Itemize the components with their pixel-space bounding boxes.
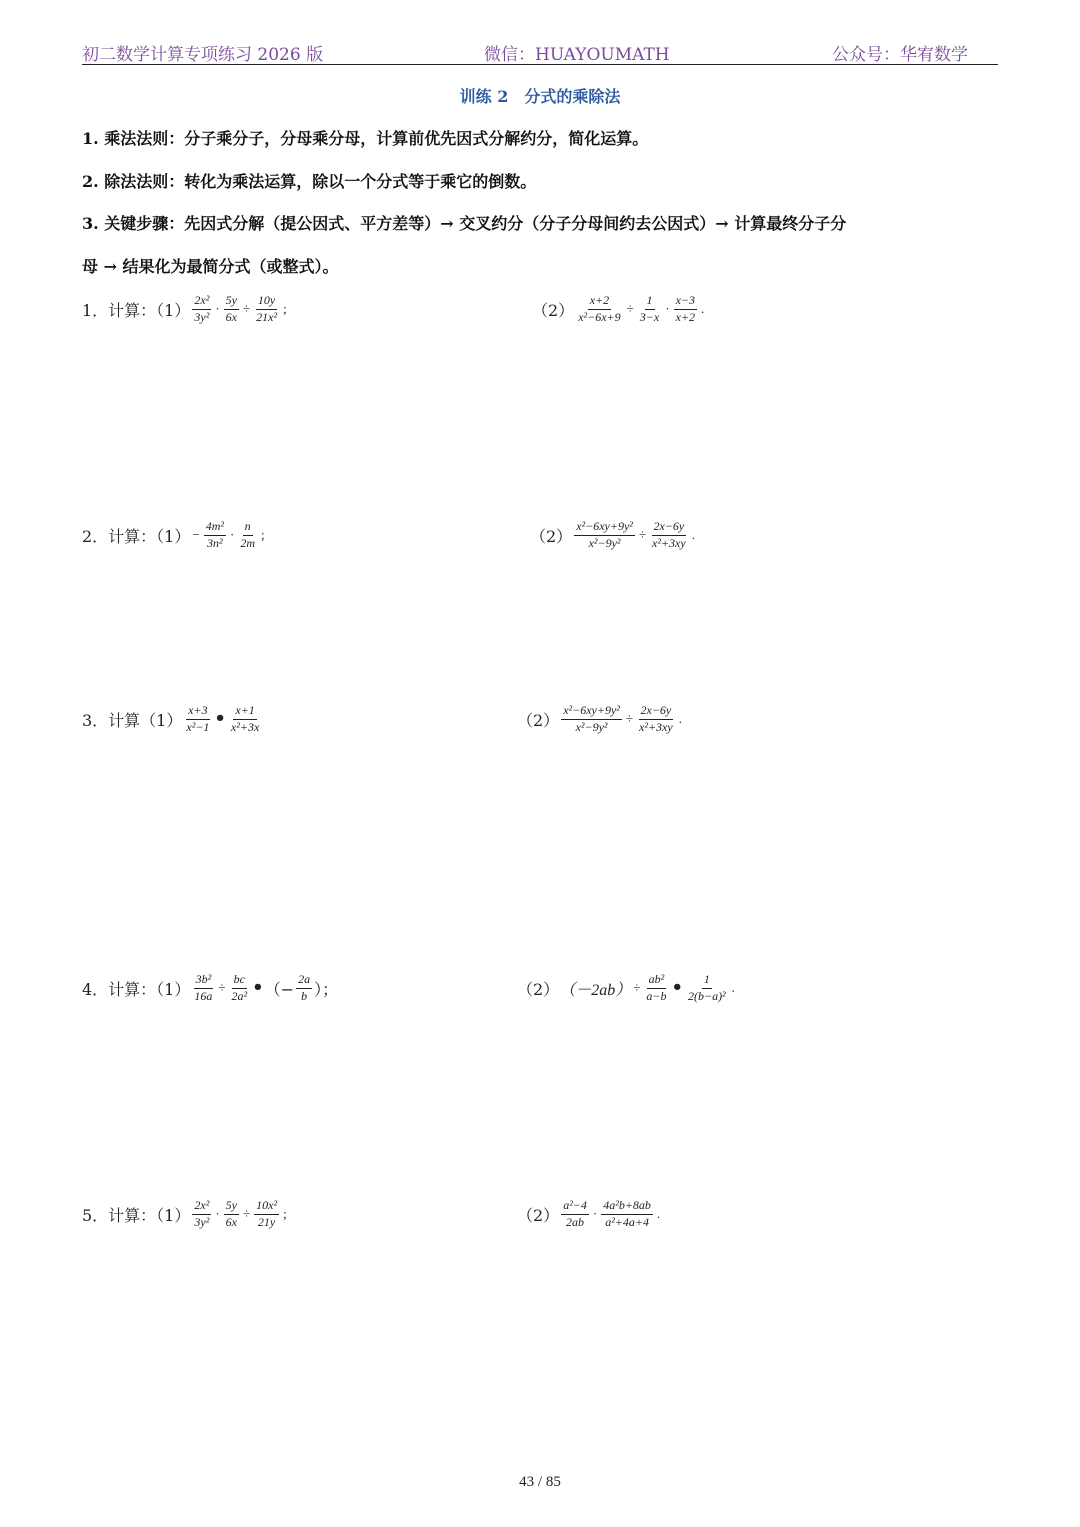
fraction: $\frac{bc}{\text{2a²}}$ <box>231 972 248 1003</box>
terminator: . <box>678 711 682 727</box>
problem-label: （2） <box>517 710 560 730</box>
fraction: $\frac{1}{\text{2(b−a)²}}$ <box>687 972 726 1003</box>
factor-term: （－2ab） <box>559 981 632 999</box>
problem-5-part-2 <box>517 1199 662 1230</box>
rule-division: 2. 除法法则：转化为乘法运算，除以一个分式等于乘它的倒数。 <box>82 172 537 191</box>
operator: ÷ <box>625 711 634 727</box>
operator: · <box>592 1206 598 1222</box>
problem-label: 5．计算：（1） <box>82 1205 191 1225</box>
problem-5-part-1 <box>82 1199 289 1230</box>
fraction: $\frac{\text{a²−4}}{2ab}$ <box>563 1198 587 1229</box>
fraction: $\frac{\text{4m²}}{\text{3n²}}$ <box>205 519 224 550</box>
minus-sign: − <box>192 527 200 543</box>
rule-multiplication: 1. 乘法法则：分子乘分子，分母乘分母，计算前优先因式分解约分，简化运算。 <box>82 129 649 148</box>
fraction: $\frac{\text{x²−6xy+9y²}}{\text{x²−9y²}}$ <box>576 519 633 550</box>
multiply-dot: • <box>671 977 683 999</box>
fraction: $\frac{2a}{b}$ <box>298 972 311 1003</box>
terminator: . <box>731 980 735 996</box>
operator: ÷ <box>633 980 641 996</box>
section-title: 训练 2 分式的乘除法 <box>459 87 621 106</box>
problem-2-part-2 <box>530 520 697 551</box>
operator: ÷ <box>626 301 634 317</box>
operator: · <box>215 301 220 317</box>
operator: · <box>229 527 235 543</box>
operator: ÷ <box>218 980 226 996</box>
fraction: $\frac{\text{ab²}}{a-b}$ <box>646 972 667 1003</box>
header-center: 微信：HUAYOUMATH <box>484 45 670 65</box>
problem-label: （2） <box>517 979 560 999</box>
fraction: $\frac{x+2}{\text{x²−6x+9}}$ <box>578 293 621 324</box>
problem-label: 4．计算：（1） <box>82 979 191 999</box>
operator: ÷ <box>242 1206 251 1222</box>
problem-3-part-1 <box>82 704 263 735</box>
multiply-dot: • <box>252 977 264 999</box>
terminator: . <box>691 527 695 543</box>
problem-label: （2） <box>517 1205 560 1225</box>
multiply-dot: • <box>214 708 226 730</box>
problem-label: 2．计算：（1） <box>82 526 191 546</box>
operator: · <box>665 301 670 317</box>
paren-open: （− <box>264 979 295 999</box>
problem-3-part-2 <box>517 704 684 735</box>
fraction: $\frac{x+1}{\text{x²+3x}}$ <box>230 703 260 734</box>
problem-1-part-2 <box>532 294 706 325</box>
fraction: $\frac{x-3}{x+2}$ <box>675 293 695 324</box>
header-divider <box>82 64 998 65</box>
fraction: $\frac{\text{3b²}}{16a}$ <box>194 972 213 1003</box>
problem-1-part-1 <box>82 294 289 325</box>
operator: · <box>215 1206 220 1222</box>
fraction: $\frac{2x-6y}{\text{x²+3xy}}$ <box>639 703 673 734</box>
fraction: $\frac{\text{2x²}}{\text{3y²}}$ <box>194 293 210 324</box>
problem-label: （2） <box>532 300 575 320</box>
problem-label: 3．计算（1） <box>82 710 183 730</box>
fraction: $\frac{x+3}{\text{x²−1}}$ <box>186 703 210 734</box>
fraction: $\frac{\text{10x²}}{21y}$ <box>256 1198 278 1229</box>
page-number: 43 / 85 <box>519 1474 561 1490</box>
problem-4-part-1 <box>82 973 338 1004</box>
fraction: $\frac{\text{x²−6xy+9y²}}{\text{x²−9y²}}$ <box>563 703 620 734</box>
terminator: . <box>656 1206 661 1222</box>
fraction: $\frac{n}{2m}$ <box>240 519 255 550</box>
terminator: ; <box>283 301 287 317</box>
fraction: $\frac{\text{4a²b+8ab}}{\text{a²+4a+4}}$ <box>603 1198 651 1229</box>
rule-steps: 3. 关键步骤：先因式分解（提公因式、平方差等）→ 交叉约分（分子分母间约去公因式）→ 计算最终分子分 <box>82 214 847 233</box>
problem-label: （2） <box>530 526 573 546</box>
fraction: $\frac{2x-6y}{\text{x²+3xy}}$ <box>652 519 686 550</box>
fraction: $\frac{1}{3-x}$ <box>639 293 660 324</box>
fraction: $\frac{5y}{6x}$ <box>225 1198 237 1229</box>
header-right: 公众号：华宥数学 <box>832 45 968 65</box>
problem-4-part-2 <box>517 973 737 1004</box>
problem-label: 1．计算：（1） <box>82 300 191 320</box>
terminator: . <box>701 301 705 317</box>
fraction: $\frac{\text{2x²}}{\text{3y²}}$ <box>194 1198 210 1229</box>
terminator: ; <box>261 527 265 543</box>
operator: ÷ <box>242 301 251 317</box>
fraction: $\frac{10y}{\text{21x²}}$ <box>256 293 278 324</box>
problem-2-part-1 <box>82 520 267 551</box>
rule-steps-cont: 母 → 结果化为最简分式（或整式）。 <box>82 257 339 276</box>
paren-close: ）； <box>314 979 339 999</box>
terminator: ; <box>283 1206 287 1222</box>
operator: ÷ <box>638 527 647 543</box>
header-left: 初二数学计算专项练习 2026 版 <box>82 45 324 65</box>
fraction: $\frac{5y}{6x}$ <box>225 293 237 324</box>
